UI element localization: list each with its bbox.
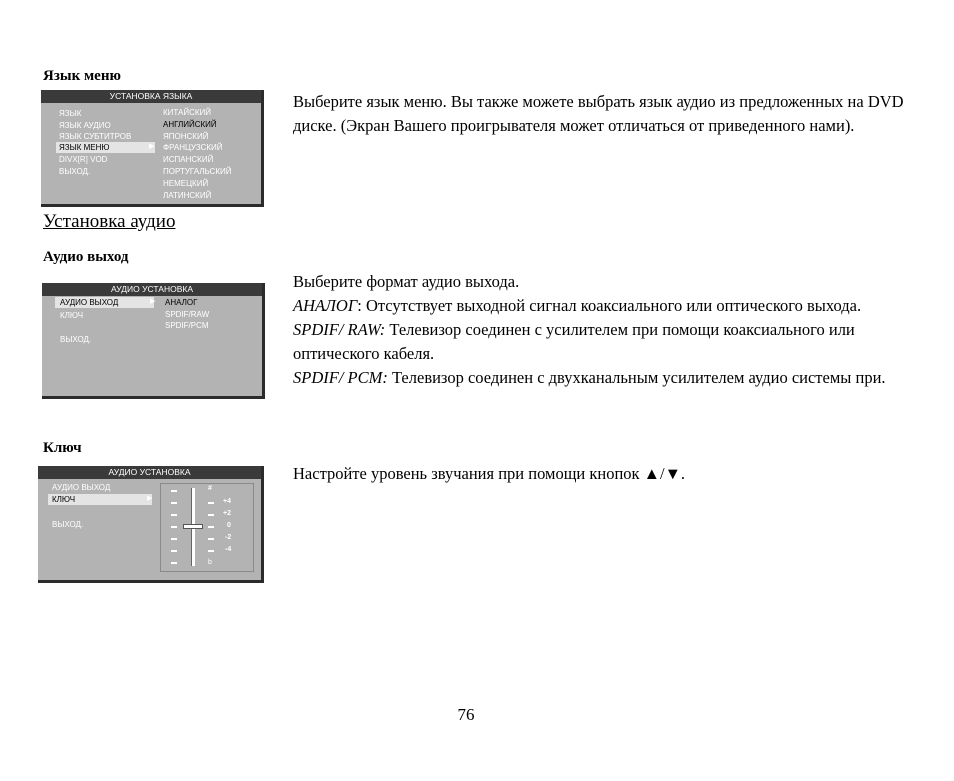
analog-term: АНАЛОГ (293, 296, 358, 315)
analog-description (293, 294, 913, 318)
osd-option-portuguese: ПОРТУГАЛЬСКИЙ (163, 167, 232, 176)
spdif-pcm-term: SPDIF/ PCM: (293, 368, 388, 387)
osd-option-german: НЕМЕЦКИЙ (163, 179, 209, 188)
audio-output-description (293, 270, 913, 390)
analog-text: : Отсутствует выходной сигнал коаксиального или оптического выхода. (357, 296, 862, 315)
osd-item-exit: ВЫХОД. (59, 167, 91, 176)
osd-item-key: КЛЮЧ (48, 494, 152, 505)
right-arrow-icon: ▶ (149, 143, 155, 150)
level-tick (208, 550, 214, 552)
key-description (293, 462, 913, 486)
audio-setup-title: АУДИО УСТАНОВКА (38, 466, 261, 479)
osd-item-exit: ВЫХОД. (60, 335, 92, 344)
level-flat-label: b (208, 559, 212, 566)
level-sharp-label: # (208, 485, 212, 492)
audio-setup-section-title: Установка аудио (43, 211, 176, 232)
slider-knob (183, 524, 203, 529)
spdif-pcm-text: Телевизор соединен с двухканальным усилителем аудио системы при. (387, 368, 886, 387)
osd-option-spdif-raw: SPDIF/RAW (165, 310, 210, 319)
osd-option-french: ФРАНЦУЗСКИЙ (163, 143, 223, 152)
osd-item-key: КЛЮЧ (60, 311, 84, 320)
level-tick (171, 526, 177, 528)
audio-output-intro: Выберите формат аудио выхода. (293, 272, 520, 291)
key-text: Настройте уровень звучания при помощи кнопок ▲/▼. (293, 464, 686, 483)
level-tick (171, 538, 177, 540)
spdif-raw-term: SPDIF/ RAW: (293, 320, 386, 339)
osd-item-audio-output: АУДИО ВЫХОД (52, 483, 111, 492)
key-heading: Ключ (43, 440, 82, 456)
level-tick (171, 562, 177, 564)
level-tick (208, 502, 214, 504)
osd-item-audio-output: АУДИО ВЫХОД (55, 297, 154, 308)
osd-item-subtitle-language: ЯЗЫК СУБТИТРОВ (59, 132, 132, 141)
osd-option-spanish: ИСПАНСКИЙ (163, 155, 214, 164)
language-setup-title: УСТАНОВКА ЯЗЫКА (41, 90, 261, 103)
osd-item-language: ЯЗЫК (59, 109, 82, 118)
osd-option-chinese: КИТАЙСКИЙ (163, 108, 212, 117)
osd-option-english: АНГЛИЙСКИЙ (163, 120, 217, 129)
audio-setup-title: АУДИО УСТАНОВКА (42, 283, 262, 296)
level-tick (171, 550, 177, 552)
osd-item-menu-language: ЯЗЫК МЕНЮ (56, 142, 155, 153)
menu-language-description (293, 90, 913, 138)
level-plus2-label: +2 (223, 510, 231, 517)
level-plus4-label: +4 (223, 498, 231, 505)
spdif-raw-description (293, 318, 913, 366)
spdif-pcm-description (293, 366, 913, 390)
audio-output-screen (42, 283, 265, 399)
menu-language-heading: Язык меню (43, 68, 121, 84)
key-level-slider (160, 483, 254, 572)
osd-option-japanese: ЯПОНСКИЙ (163, 132, 209, 141)
level-tick (171, 490, 177, 492)
osd-item-exit: ВЫХОД. (52, 520, 84, 529)
osd-option-analog: АНАЛОГ (165, 298, 198, 307)
osd-item-audio-language: ЯЗЫК АУДИО (59, 121, 111, 130)
osd-option-spdif-pcm: SPDIF/PCM (165, 321, 209, 330)
osd-item-divx-vod: DIVX[R] VOD (59, 155, 108, 164)
level-minus4-label: -4 (225, 546, 232, 553)
key-screen (38, 466, 264, 583)
audio-output-heading: Аудио выход (43, 249, 129, 265)
level-zero-label: 0 (227, 522, 231, 529)
osd-option-latin: ЛАТИНСКИЙ (163, 191, 212, 200)
level-tick (208, 526, 214, 528)
page-number: 76 (457, 705, 475, 724)
spdif-raw-text: Телевизор соединен с усилителем при помощи коаксиального или оптического кабеля. (293, 320, 855, 363)
level-tick (171, 502, 177, 504)
right-arrow-icon: ▶ (147, 495, 153, 502)
right-arrow-icon: ▶ (150, 298, 156, 305)
level-tick (208, 538, 214, 540)
level-tick (171, 514, 177, 516)
level-minus2-label: -2 (225, 534, 232, 541)
language-setup-screen (41, 90, 264, 207)
menu-language-text: Выберите язык меню. Вы также можете выбрать язык аудио из предложенных на DVD диске. (Экран Вашего проигрывателя может отличаться от приведенного нами). (293, 92, 904, 135)
level-tick (208, 514, 214, 516)
